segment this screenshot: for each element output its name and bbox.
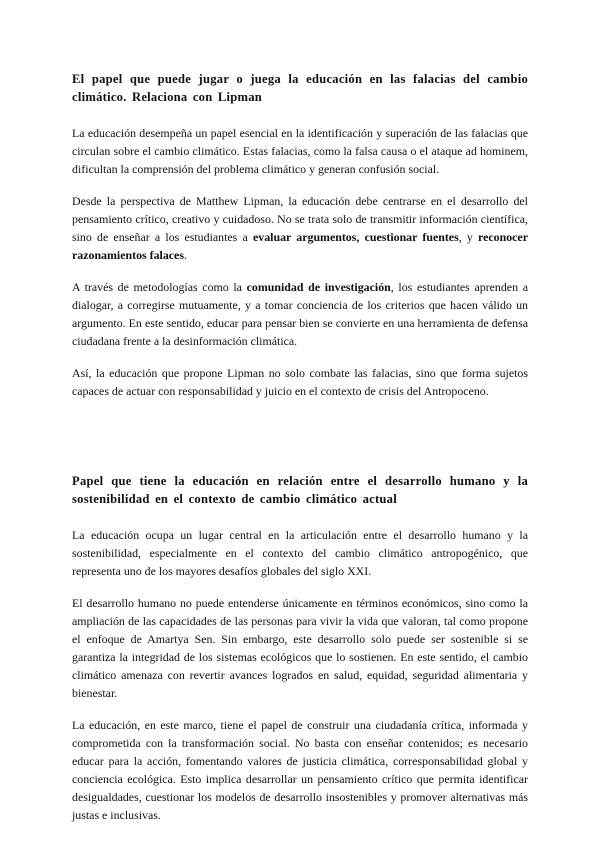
text-run: Desde la perspectiva de Matthew Lipman, la educación debe centrarse en el desarrollo del pensamiento crítico, creativo y cuidadoso. No se trata solo de transmitir información científica, sino de enseñar a los estudiantes a [72, 194, 528, 244]
paragraph [72, 192, 528, 264]
section-title: El papel que puede jugar o juega la educación en las falacias del cambio climático. Relaciona con Lipman [72, 72, 528, 104]
section-lipman [72, 70, 528, 400]
text-run: A través de metodologías como la [72, 280, 247, 294]
text-run: , los estudiantes aprenden a dialogar, a corregirse mutuamente, y a tomar conciencia de los criterios que hacen válido un argumento. En este sentido, educar para pensar bien se convierte en una herramienta de defensa ciudadana frente a la desinformación climática. [72, 280, 528, 348]
section-desarrollo-sostenibilidad [72, 472, 528, 824]
text-run: , [356, 230, 365, 244]
paragraph: Así, la educación que propone Lipman no solo combate las falacias, sino que forma sujetos capaces de actuar con responsabilidad y juicio en el contexto de crisis del Antropoceno. [72, 366, 528, 398]
bold-phrase: evaluar argumentos [252, 230, 357, 244]
paragraph [72, 278, 528, 350]
bold-phrase: comunidad de investigación [246, 280, 391, 294]
bold-phrase: cuestionar fuentes [364, 230, 459, 244]
paragraph: La educación desempeña un papel esencial en la identificación y superación de las falacias que circulan sobre el cambio climático. Estas falacias, como la falsa causa o el ataque ad hominem, dificultan la comprensión del problema climático y generan confusión social. [72, 126, 528, 176]
text-run: , y [458, 230, 479, 244]
section-title: Papel que tiene la educación en relación entre el desarrollo humano y la sostenibilidad en el contexto de cambio climático actual [72, 474, 528, 506]
paragraph: El desarrollo humano no puede entenderse únicamente en términos económicos, sino como la ampliación de las capacidades de las personas para vivir la vida que valoran, tal como propone el enfoque de Amartya Sen. Sin embargo, este desarrollo solo puede ser sostenible si se garantiza la integridad de los sistemas ecológicos que lo sostienen. En este sentido, el cambio climático amenaza con revertir avances logrados en salud, equidad, seguridad alimentaria y bienestar. [72, 596, 528, 700]
bold-phrase: reconocer razonamientos falaces [72, 230, 528, 262]
paragraph: La educación ocupa un lugar central en la articulación entre el desarrollo humano y la sostenibilidad, especialmente en el contexto del cambio climático antropogénico, que representa uno de los mayores desafíos globales del siglo XXI. [72, 528, 528, 578]
paragraph: La educación, en este marco, tiene el papel de construir una ciudadanía crítica, informada y comprometida con la transformación social. No basta con enseñar contenidos; es necesario educar para la acción, fomentando valores de justicia climática, corresponsabilidad global y conciencia ecológica. Esto implica desarrollar un pensamiento crítico que permita identificar desigualdades, cuestionar los modelos de desarrollo insostenibles y promover alternativas más justas e inclusivas. [72, 718, 528, 822]
text-run: . [183, 248, 187, 262]
